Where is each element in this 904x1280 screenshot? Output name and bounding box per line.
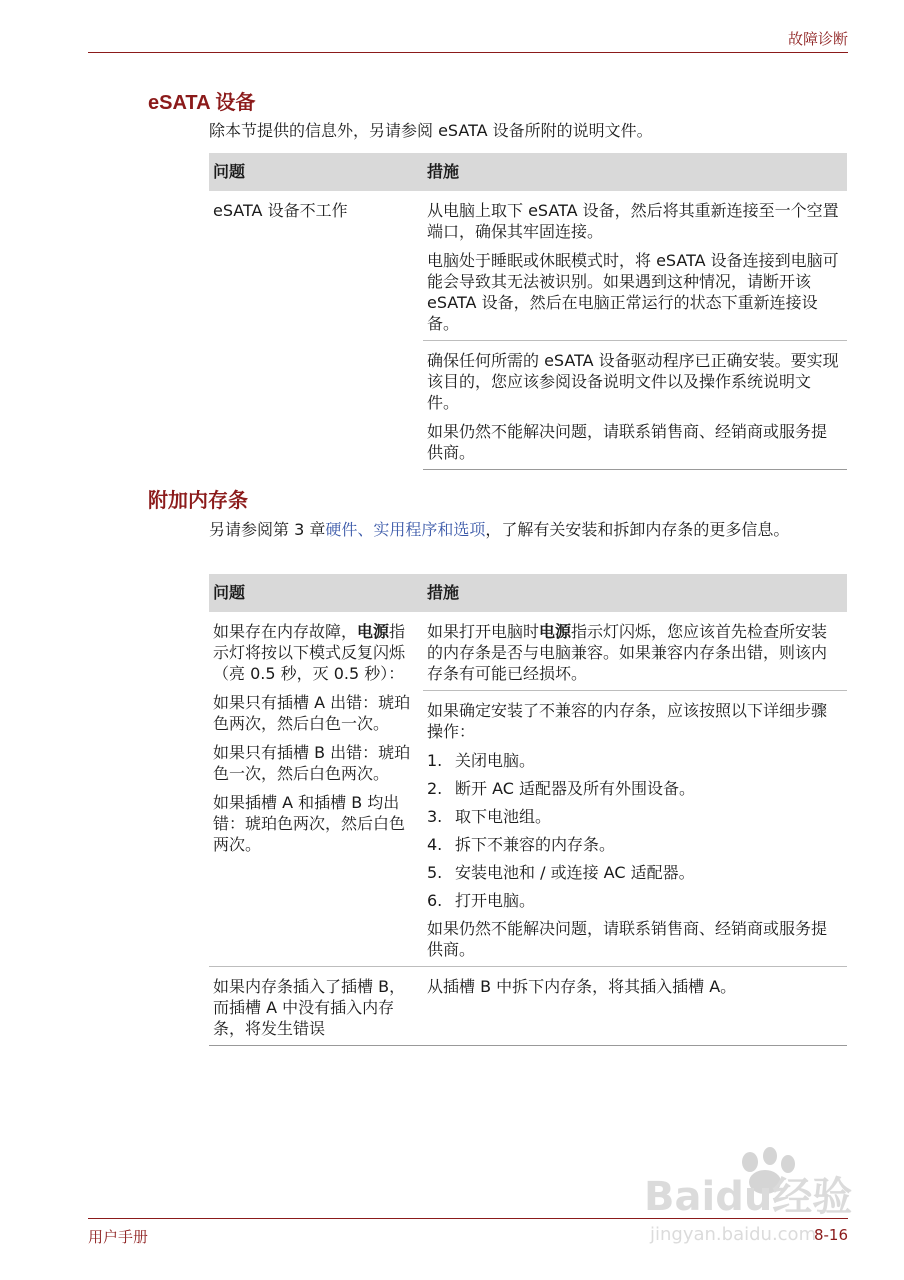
steps-list — [427, 750, 841, 912]
action-cell — [423, 612, 847, 691]
column-header-action: 措施 — [423, 153, 847, 191]
footer-manual-title: 用户手册 — [88, 1228, 149, 1246]
problem-text: 如果内存条插入了插槽 B，而插槽 A 中没有插入内存条，将发生错误 — [213, 977, 406, 1038]
esata-table — [209, 153, 847, 470]
problem-paragraph: 如果插槽 A 和插槽 B 均出错：琥珀色两次，然后白色两次。 — [213, 793, 406, 854]
table-row — [209, 191, 847, 341]
action-cell — [423, 341, 847, 470]
memory-table — [209, 574, 847, 1046]
list-item: 4. 拆下不兼容的内存条。 — [427, 835, 616, 854]
table-row — [209, 967, 847, 1046]
list-item: 3. 取下电池组。 — [427, 807, 552, 826]
intro-text: ，了解有关安装和拆卸内存条的更多信息。 — [485, 520, 790, 539]
page-header-title: 故障诊断 — [787, 30, 848, 48]
column-header-problem: 问题 — [209, 153, 423, 191]
power-label: 电源 — [357, 622, 390, 641]
memory-section-title: 附加内存条 — [148, 490, 248, 512]
power-label: 电源 — [539, 622, 572, 641]
list-item: 5. 安装电池和 / 或连接 AC 适配器。 — [427, 863, 695, 882]
column-header-action: 措施 — [423, 574, 847, 612]
action-cell — [423, 691, 847, 967]
action-paragraph: 如果仍然不能解决问题，请联系销售商、经销商或服务提供商。 — [427, 919, 828, 959]
problem-cell — [209, 612, 423, 967]
problem-paragraph: 如果只有插槽 A 出错：琥珀色两次，然后白色一次。 — [213, 693, 411, 733]
svg-text:jingyan.baidu.com: jingyan.baidu.com — [650, 1224, 817, 1245]
action-paragraph: 如果打开电脑时电源指示灯闪烁，您应该首先检查所安装的内存条是否与电脑兼容。如果兼容内存条出错，则该内存条有可能已经损坏。 — [427, 622, 828, 683]
action-paragraph: 如果仍然不能解决问题，请联系销售商、经销商或服务提供商。 — [427, 422, 828, 462]
svg-text:Baidu经验: Baidu经验 — [644, 1174, 853, 1220]
memory-intro — [209, 518, 849, 542]
list-item: 6. 打开电脑。 — [427, 891, 536, 910]
problem-cell — [209, 967, 423, 1046]
header-rule — [88, 52, 848, 53]
chapter-link[interactable]: 硬件、实用程序和选项 — [325, 520, 486, 539]
table-header-row — [209, 574, 847, 612]
list-item: 1. 关闭电脑。 — [427, 751, 536, 770]
page-number: 8-16 — [813, 1226, 848, 1244]
action-paragraph: 从电脑上取下 eSATA 设备，然后将其重新连接至一个空置端口，确保其牢固连接。 — [427, 201, 839, 241]
action-cell — [423, 191, 847, 341]
action-text: 从插槽 B 中拆下内存条，将其插入插槽 A。 — [427, 977, 737, 996]
action-cell — [423, 967, 847, 1046]
problem-cell — [209, 191, 423, 470]
problem-paragraph: 如果只有插槽 B 出错：琥珀色一次，然后白色两次。 — [213, 743, 411, 783]
footer-rule — [88, 1218, 848, 1219]
action-paragraph: 电脑处于睡眠或休眠模式时，将 eSATA 设备连接到电脑可能会导致其无法被识别。如果遇到这种情况，请断开该 eSATA 设备，然后在电脑正常运行的状态下重新连接设备。 — [427, 251, 839, 333]
intro-text: 另请参阅第 3 章 — [209, 520, 326, 539]
table-row — [209, 612, 847, 691]
table-header-row — [209, 153, 847, 191]
action-paragraph: 确保任何所需的 eSATA 设备驱动程序已正确安装。要实现该目的，您应该参阅设备说明文件以及操作系统说明文件。 — [427, 351, 839, 412]
problem-paragraph: 如果存在内存故障，电源指示灯将按以下模式反复闪烁（亮 0.5 秒，灭 0.5 秒）： — [213, 622, 406, 683]
list-item: 2. 断开 AC 适配器及所有外围设备。 — [427, 779, 696, 798]
esata-intro: 除本节提供的信息外，另请参阅 eSATA 设备所附的说明文件。 — [209, 121, 653, 140]
action-paragraph: 如果确定安装了不兼容的内存条，应该按照以下详细步骤操作： — [427, 701, 828, 741]
column-header-problem: 问题 — [209, 574, 423, 612]
esata-section-title: eSATA 设备 — [148, 92, 256, 114]
problem-text: eSATA 设备不工作 — [213, 201, 348, 220]
